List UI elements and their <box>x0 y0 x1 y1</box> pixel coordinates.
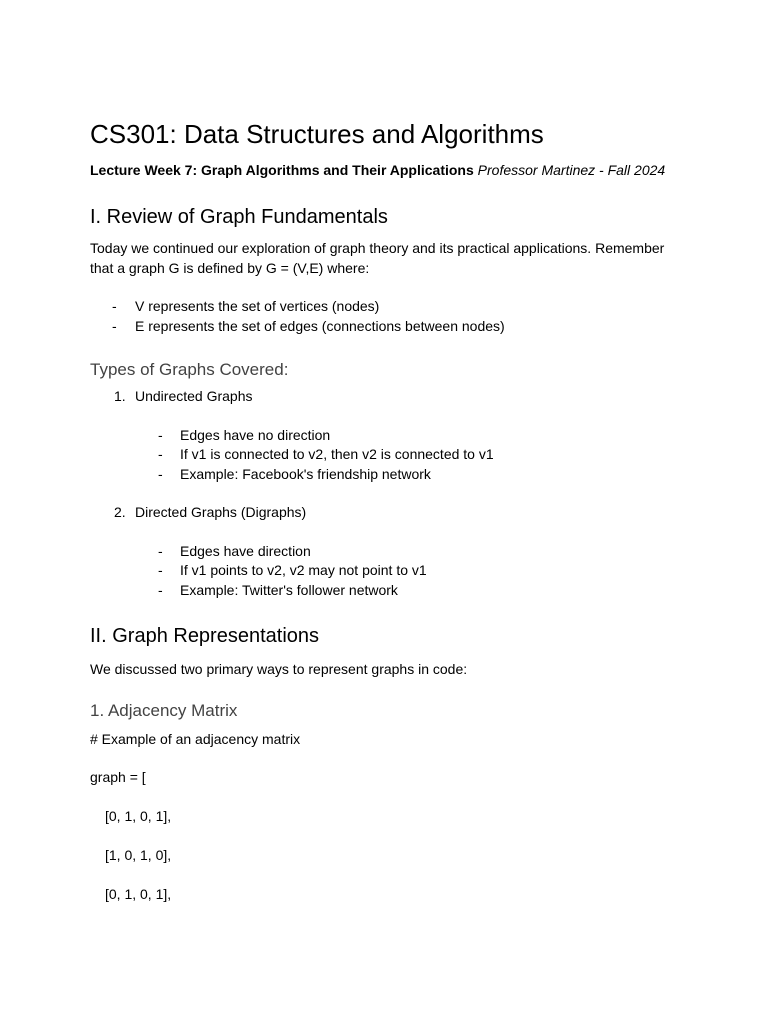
code-matrix-row: [0, 1, 0, 1], <box>105 886 172 902</box>
section1-intro-line2: that a graph G is defined by G = (V,E) where: <box>90 260 370 276</box>
code-matrix-row: [0, 1, 0, 1], <box>105 808 172 824</box>
list-item: Edges have direction <box>180 543 311 559</box>
bullet-marker: - <box>112 298 117 314</box>
list-item: E represents the set of edges (connections between nodes) <box>135 318 505 334</box>
type-label-directed: Directed Graphs (Digraphs) <box>135 504 307 520</box>
lecture-week-label: Lecture Week 7: Graph Algorithms and Their Applications <box>90 162 474 178</box>
list-item: If v1 is connected to v2, then v2 is connected to v1 <box>180 446 494 462</box>
bullet-marker: - <box>158 582 163 598</box>
list-item: Example: Facebook's friendship network <box>180 466 431 482</box>
code-comment: # Example of an adjacency matrix <box>90 731 301 747</box>
section2-intro: We discussed two primary ways to represent graphs in code: <box>90 661 468 677</box>
list-item: Edges have no direction <box>180 427 331 443</box>
bullet-marker: - <box>158 543 163 559</box>
code-line: graph = [ <box>90 769 146 785</box>
types-heading: Types of Graphs Covered: <box>90 360 289 379</box>
document-title: CS301: Data Structures and Algorithms <box>90 119 544 149</box>
bullet-marker: - <box>112 318 117 334</box>
list-item: If v1 points to v2, v2 may not point to v1 <box>180 562 427 578</box>
bullet-marker: - <box>158 446 163 462</box>
code-matrix-row: [1, 0, 1, 0], <box>105 847 172 863</box>
section1-intro-line1: Today we continued our exploration of graph theory and its practical applications. Remember <box>90 240 665 256</box>
section1-intro <box>90 238 680 278</box>
type-number: 2. <box>114 504 126 520</box>
section2-heading: II. Graph Representations <box>90 625 320 647</box>
list-item: V represents the set of vertices (nodes) <box>135 298 380 314</box>
type-number: 1. <box>114 388 126 404</box>
adjacency-matrix-heading: 1. Adjacency Matrix <box>90 701 238 720</box>
bullet-marker: - <box>158 427 163 443</box>
bullet-marker: - <box>158 466 163 482</box>
lecture-subtitle <box>90 161 665 179</box>
professor-label: Professor Martinez - Fall 2024 <box>477 162 666 178</box>
type-label-undirected: Undirected Graphs <box>135 388 253 404</box>
section1-heading: I. Review of Graph Fundamentals <box>90 206 388 228</box>
list-item: Example: Twitter's follower network <box>180 582 398 598</box>
bullet-marker: - <box>158 562 163 578</box>
